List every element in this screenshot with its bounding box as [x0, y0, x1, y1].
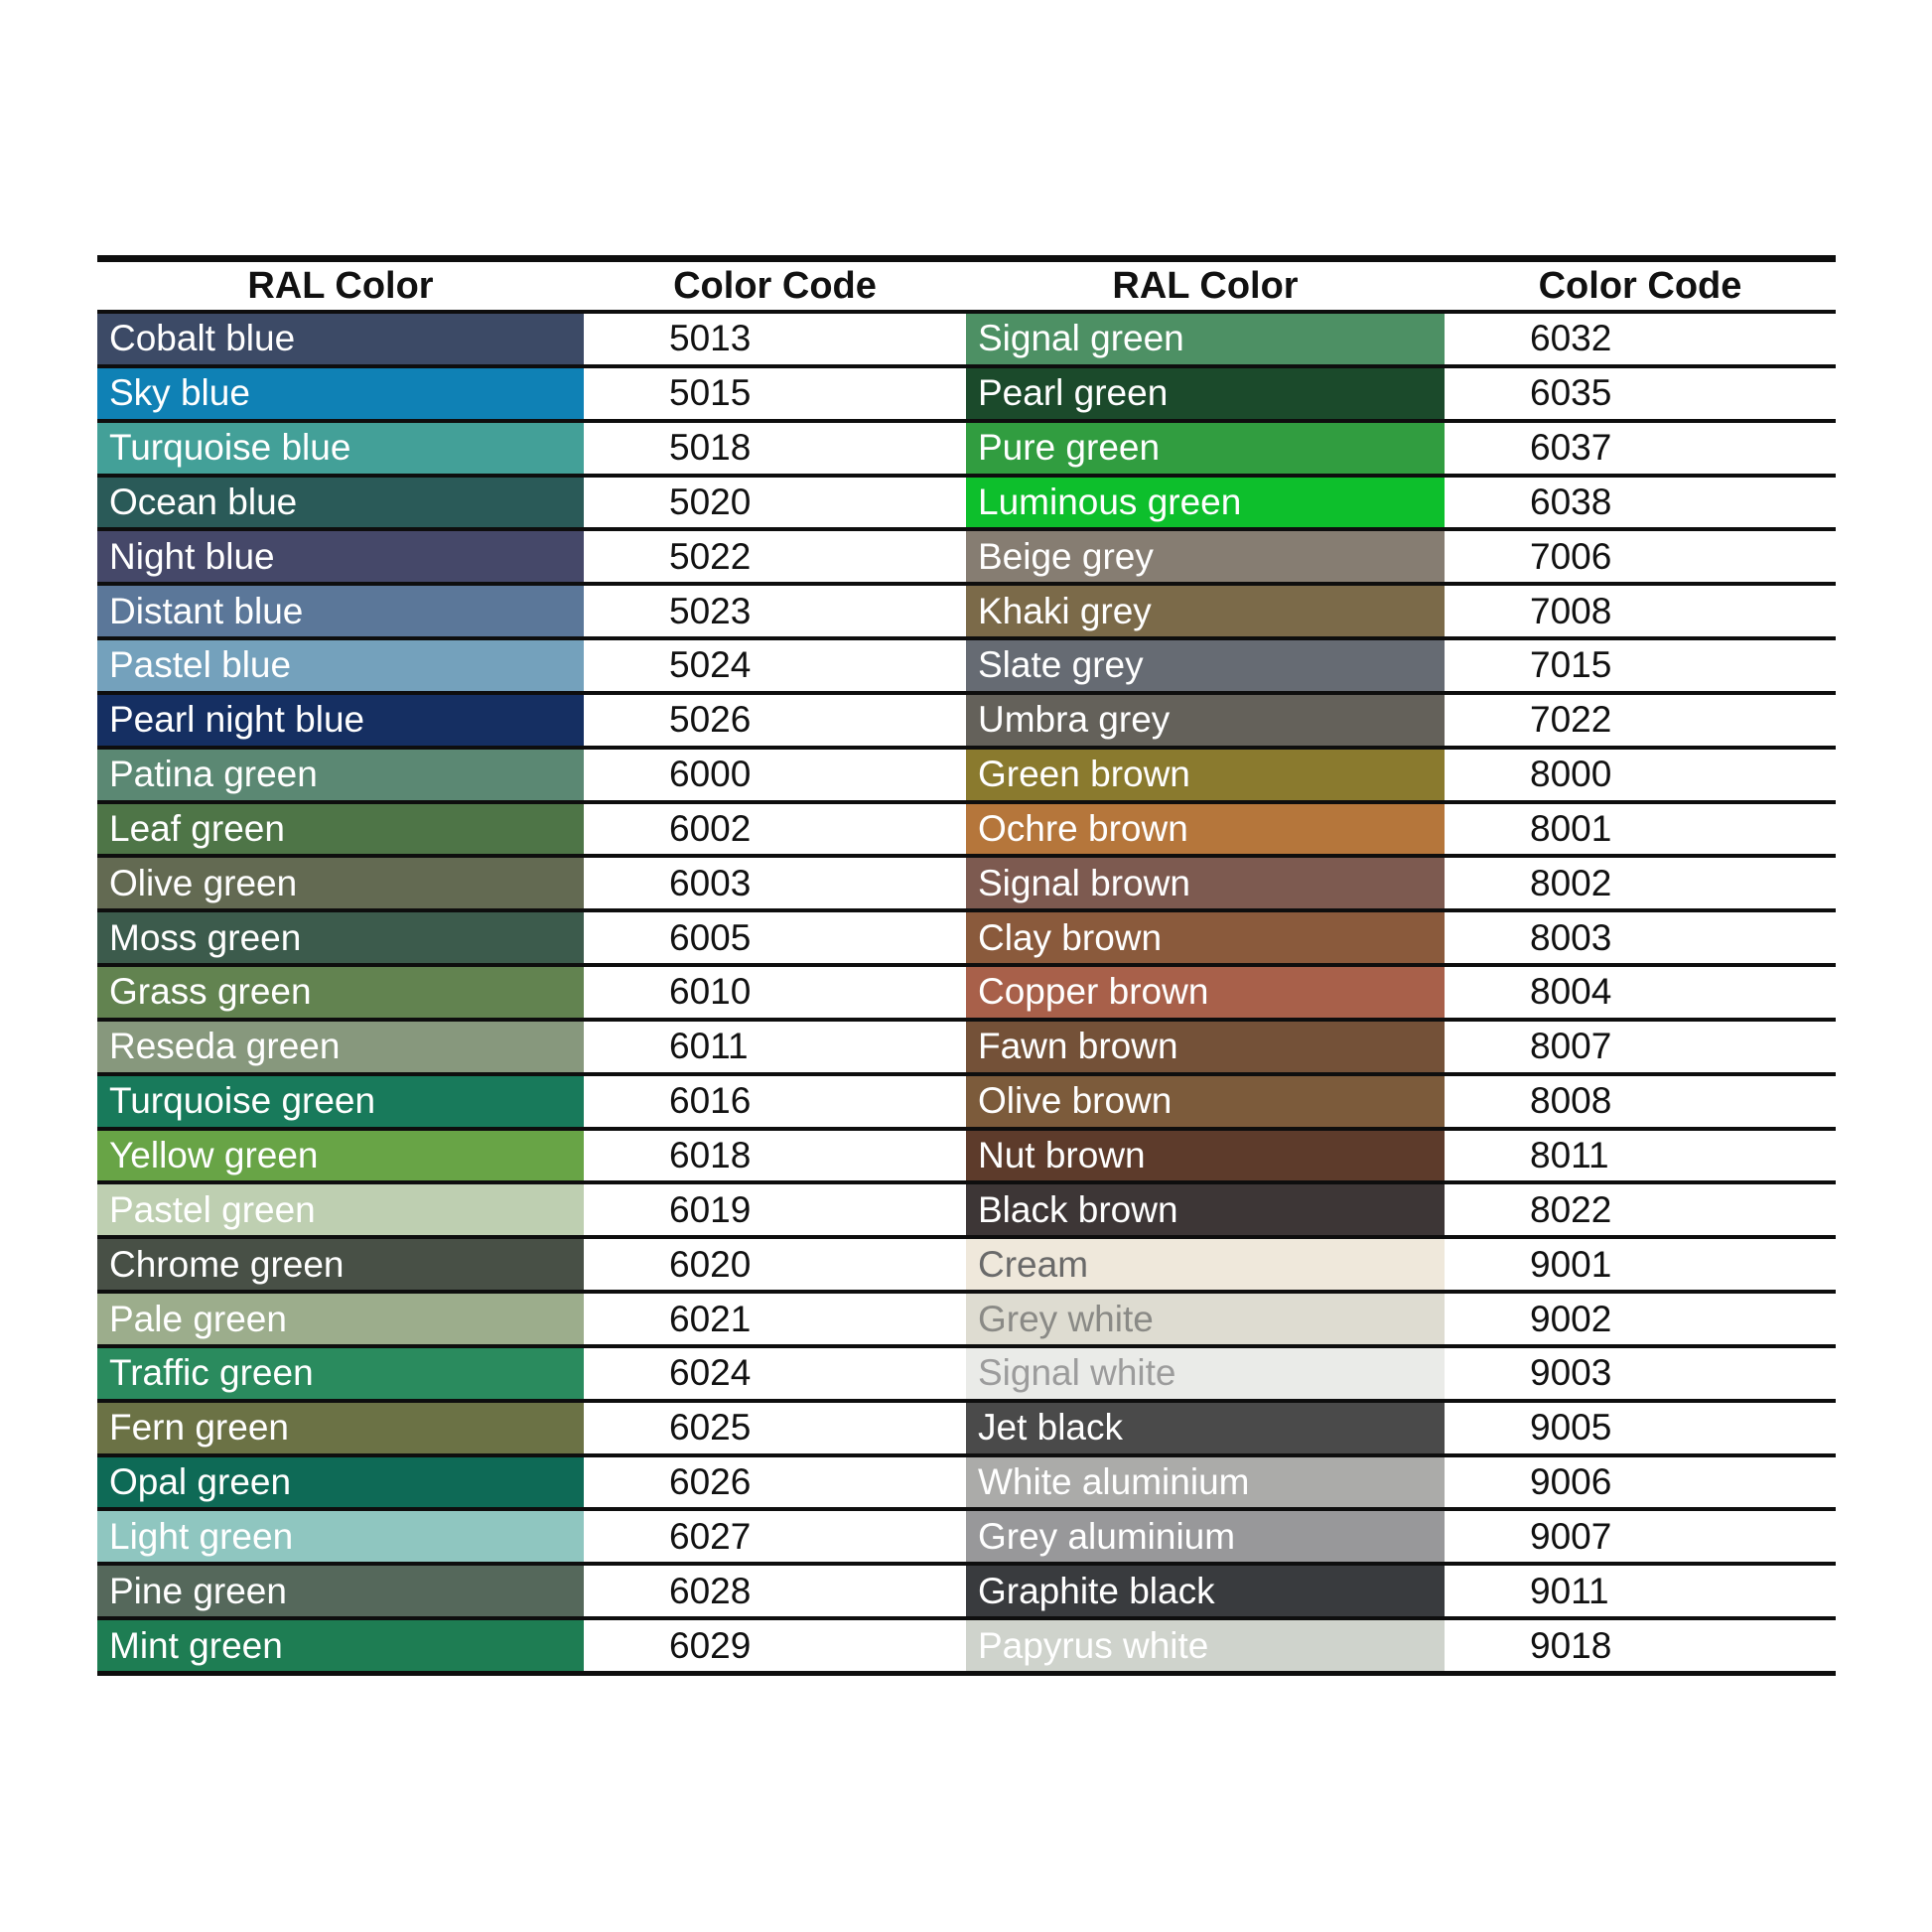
color-code-cell-left: 6019	[584, 1184, 966, 1235]
color-code-cell-left: 6018	[584, 1131, 966, 1181]
ral-color-name-cell-right: Ochre brown	[966, 804, 1445, 855]
color-code-cell-right: 8007	[1445, 1022, 1836, 1072]
table-row	[97, 800, 1836, 855]
table-body	[97, 310, 1836, 1671]
ral-color-name-cell-left: Olive green	[97, 858, 584, 908]
ral-color-name-cell-left: Leaf green	[97, 804, 584, 855]
color-code-cell-left: 6011	[584, 1022, 966, 1072]
table-row	[97, 1180, 1836, 1235]
ral-color-name-cell-left: Traffic green	[97, 1348, 584, 1399]
color-code-cell-left: 6016	[584, 1076, 966, 1127]
color-code-cell-right: 6032	[1445, 314, 1836, 364]
column-header-color-code-right: Color Code	[1538, 264, 1742, 307]
color-code-cell-right: 9003	[1445, 1348, 1836, 1399]
column-header-color-code-left: Color Code	[673, 264, 877, 307]
ral-color-name-cell-right: Green brown	[966, 750, 1445, 800]
ral-color-name-cell-right: Khaki grey	[966, 586, 1445, 636]
ral-color-name-cell-right: Copper brown	[966, 967, 1445, 1018]
ral-color-name-cell-left: Pine green	[97, 1566, 584, 1616]
ral-color-name-cell-left: Opal green	[97, 1457, 584, 1508]
ral-color-name-cell-right: Black brown	[966, 1184, 1445, 1235]
color-code-cell-left: 6000	[584, 750, 966, 800]
ral-color-name-cell-left: Pale green	[97, 1294, 584, 1344]
ral-color-name-cell-right: Grey white	[966, 1294, 1445, 1344]
ral-color-name-cell-right: Signal white	[966, 1348, 1445, 1399]
color-code-cell-right: 9018	[1445, 1620, 1836, 1671]
ral-color-name-cell-right: Pure green	[966, 423, 1445, 474]
ral-color-name-cell-right: Pearl green	[966, 368, 1445, 419]
ral-color-name-cell-right: Fawn brown	[966, 1022, 1445, 1072]
ral-color-name-cell-right: Olive brown	[966, 1076, 1445, 1127]
table-row	[97, 364, 1836, 419]
color-code-cell-right: 7006	[1445, 531, 1836, 582]
ral-color-name-cell-left: Pastel blue	[97, 640, 584, 691]
color-code-cell-left: 6002	[584, 804, 966, 855]
table-row	[97, 474, 1836, 528]
color-code-cell-right: 6037	[1445, 423, 1836, 474]
table-row	[97, 527, 1836, 582]
color-code-cell-left: 6029	[584, 1620, 966, 1671]
color-code-cell-left: 6024	[584, 1348, 966, 1399]
table-row	[97, 691, 1836, 746]
ral-color-name-cell-right: Cream	[966, 1239, 1445, 1290]
ral-color-name-cell-left: Pastel green	[97, 1184, 584, 1235]
ral-color-name-cell-left: Chrome green	[97, 1239, 584, 1290]
color-code-cell-left: 6020	[584, 1239, 966, 1290]
ral-color-name-cell-right: Signal green	[966, 314, 1445, 364]
color-code-cell-left: 5018	[584, 423, 966, 474]
table-row	[97, 908, 1836, 963]
table-row	[97, 1399, 1836, 1453]
ral-color-name-cell-left: Night blue	[97, 531, 584, 582]
color-code-cell-right: 6035	[1445, 368, 1836, 419]
color-code-cell-left: 5023	[584, 586, 966, 636]
color-code-cell-left: 5020	[584, 478, 966, 528]
table-row	[97, 1344, 1836, 1399]
ral-color-name-cell-left: Sky blue	[97, 368, 584, 419]
ral-color-name-cell-right: Jet black	[966, 1403, 1445, 1453]
ral-color-name-cell-left: Grass green	[97, 967, 584, 1018]
color-code-cell-left: 6021	[584, 1294, 966, 1344]
ral-color-name-cell-right: Nut brown	[966, 1131, 1445, 1181]
column-header-ral-color-left: RAL Color	[247, 264, 434, 307]
table-row	[97, 1235, 1836, 1290]
table-row	[97, 854, 1836, 908]
ral-color-name-cell-left: Distant blue	[97, 586, 584, 636]
ral-color-name-cell-right: Graphite black	[966, 1566, 1445, 1616]
color-code-cell-left: 5022	[584, 531, 966, 582]
ral-color-name-cell-right: Luminous green	[966, 478, 1445, 528]
ral-color-name-cell-left: Mint green	[97, 1620, 584, 1671]
color-code-cell-left: 5015	[584, 368, 966, 419]
table-row	[97, 1616, 1836, 1671]
table-top-border	[97, 255, 1836, 262]
color-code-cell-right: 8004	[1445, 967, 1836, 1018]
table-row	[97, 582, 1836, 636]
color-code-cell-right: 8003	[1445, 912, 1836, 963]
ral-color-name-cell-left: Pearl night blue	[97, 695, 584, 746]
ral-color-name-cell-right: Beige grey	[966, 531, 1445, 582]
color-code-cell-right: 9001	[1445, 1239, 1836, 1290]
color-code-cell-left: 6028	[584, 1566, 966, 1616]
color-code-cell-right: 6038	[1445, 478, 1836, 528]
color-code-cell-right: 8008	[1445, 1076, 1836, 1127]
table-row	[97, 1453, 1836, 1508]
color-code-cell-right: 8001	[1445, 804, 1836, 855]
color-code-cell-left: 5026	[584, 695, 966, 746]
ral-color-name-cell-left: Light green	[97, 1511, 584, 1562]
table-row	[97, 746, 1836, 800]
ral-color-name-cell-left: Reseda green	[97, 1022, 584, 1072]
ral-color-name-cell-left: Patina green	[97, 750, 584, 800]
ral-color-name-cell-right: Umbra grey	[966, 695, 1445, 746]
color-code-cell-left: 6025	[584, 1403, 966, 1453]
ral-color-name-cell-right: Papyrus white	[966, 1620, 1445, 1671]
color-code-cell-right: 9006	[1445, 1457, 1836, 1508]
color-code-cell-left: 6003	[584, 858, 966, 908]
ral-color-name-cell-left: Turquoise green	[97, 1076, 584, 1127]
color-code-cell-left: 6005	[584, 912, 966, 963]
color-code-cell-right: 8011	[1445, 1131, 1836, 1181]
table-row	[97, 310, 1836, 364]
color-code-cell-left: 6026	[584, 1457, 966, 1508]
table-header-row	[97, 262, 1836, 310]
ral-color-name-cell-left: Ocean blue	[97, 478, 584, 528]
ral-color-name-cell-right: Clay brown	[966, 912, 1445, 963]
table-row	[97, 1507, 1836, 1562]
column-header-ral-color-right: RAL Color	[1112, 264, 1299, 307]
ral-color-name-cell-left: Turquoise blue	[97, 423, 584, 474]
ral-color-name-cell-left: Yellow green	[97, 1131, 584, 1181]
color-code-cell-right: 9005	[1445, 1403, 1836, 1453]
color-code-cell-right: 8022	[1445, 1184, 1836, 1235]
ral-color-name-cell-left: Moss green	[97, 912, 584, 963]
table-row	[97, 1290, 1836, 1344]
table-row	[97, 963, 1836, 1018]
ral-color-name-cell-left: Cobalt blue	[97, 314, 584, 364]
table-bottom-border	[97, 1671, 1836, 1676]
color-code-cell-right: 8000	[1445, 750, 1836, 800]
color-code-cell-left: 5013	[584, 314, 966, 364]
table-row	[97, 636, 1836, 691]
ral-color-table	[97, 255, 1836, 1676]
ral-color-name-cell-right: White aluminium	[966, 1457, 1445, 1508]
table-row	[97, 1127, 1836, 1181]
ral-color-name-cell-right: Grey aluminium	[966, 1511, 1445, 1562]
table-row	[97, 1072, 1836, 1127]
ral-color-name-cell-right: Slate grey	[966, 640, 1445, 691]
color-code-cell-left: 5024	[584, 640, 966, 691]
table-row	[97, 1018, 1836, 1072]
color-code-cell-right: 8002	[1445, 858, 1836, 908]
color-code-cell-right: 9002	[1445, 1294, 1836, 1344]
color-code-cell-right: 7022	[1445, 695, 1836, 746]
color-code-cell-right: 7008	[1445, 586, 1836, 636]
color-code-cell-right: 9011	[1445, 1566, 1836, 1616]
ral-color-name-cell-right: Signal brown	[966, 858, 1445, 908]
color-code-cell-left: 6010	[584, 967, 966, 1018]
table-row	[97, 419, 1836, 474]
color-code-cell-right: 7015	[1445, 640, 1836, 691]
ral-color-name-cell-left: Fern green	[97, 1403, 584, 1453]
color-code-cell-right: 9007	[1445, 1511, 1836, 1562]
table-row	[97, 1562, 1836, 1616]
color-code-cell-left: 6027	[584, 1511, 966, 1562]
